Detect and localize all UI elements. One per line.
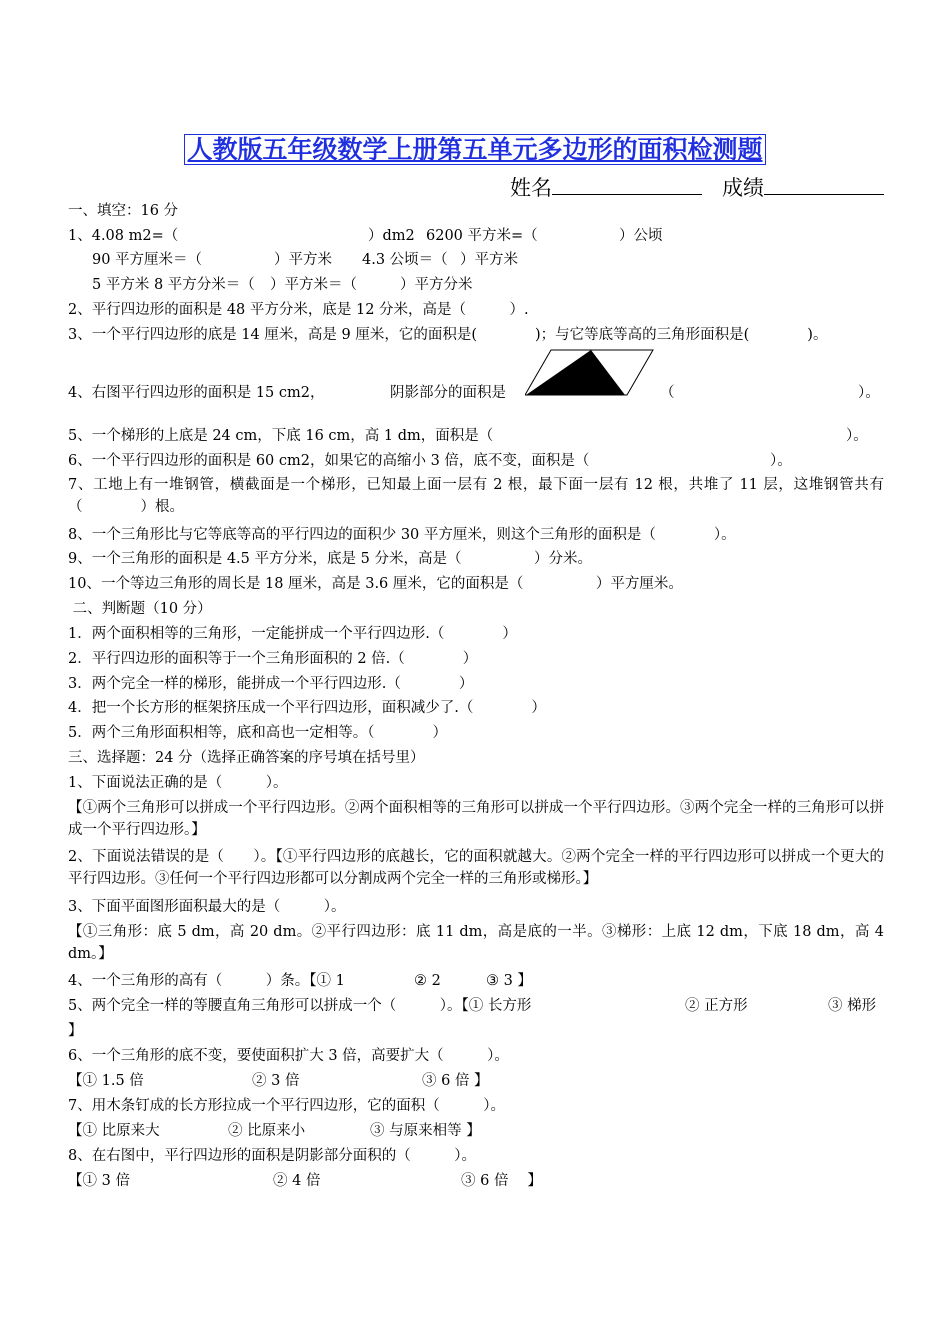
score-label: 成绩 — [722, 176, 764, 200]
question-8: 8、一个三角形比与它等底等高的平行四边的面积少 30 平方厘米，则这个三角形的面积是（ ）。 — [68, 527, 736, 543]
parallelogram-figure — [525, 349, 655, 397]
choice-5: 5、两个完全一样的等腰直角三角形可以拼成一个（ ）。【① 长方形 ② 正方形 ③ 梯形 — [68, 998, 877, 1014]
section3-heading: 三、选择题：24 分（选择正确答案的序号填在括号里） — [68, 750, 425, 766]
judge-item-3: 3．两个完全一样的梯形，能拼成一个平行四边形.（ ） — [68, 676, 474, 692]
section2-heading: 二、判断题（10 分） — [68, 601, 212, 617]
choice-4: 4、一个三角形的高有（ ）条。【① 1 ② 2 ③ 3 】 — [68, 973, 532, 989]
question-5: 5、一个梯形的上底是 24 cm，下底 16 cm，高 1 dm，面积是（ ）。 — [68, 428, 868, 444]
question-2: 2、平行四边形的面积是 48 平方分米，底是 12 分米，高是（ ）. — [68, 302, 529, 318]
name-blank[interactable] — [552, 174, 702, 195]
choice-1-options: 【①两个三角形可以拼成一个平行四边形。②两个面积相等的三角形可以拼成一个平行四边形。③两个完全一样的三角形可以拼成一个平行四边形。】 — [68, 800, 884, 838]
choice-3: 3、下面平面图形面积最大的是（ ）。 — [68, 899, 346, 915]
name-label: 姓名 — [509, 176, 552, 200]
judge-item-5: 5．两个三角形面积相等，底和高也一定相等。（ ） — [68, 725, 447, 741]
score-blank[interactable] — [764, 174, 884, 195]
question-1-line1: 1、4.08 m2=（ ）dm2 6200 平方米=（ ）公顷 — [68, 228, 663, 244]
question-4: 4、右图平行四边形的面积是 15 cm2， 阴影部分的面积是 （ ）。 — [68, 385, 880, 401]
choice-7-options: 【① 比原来大 ② 比原来小 ③ 与原来相等 】 — [68, 1123, 481, 1139]
question-7: 7、工地上有一堆钢管，横截面是一个梯形，已知最上面一层有 2 根，最下面一层有 12 根，共堆了 11 层，这堆钢管共有（ ）根。 — [68, 477, 884, 515]
page-title: 人教版五年级数学上册第五单元多边形的面积检测题 — [0, 134, 950, 166]
judge-item-4: 4．把一个长方形的框架挤压成一个平行四边形，面积减少了.（ ） — [68, 700, 546, 716]
judge-item-1: 1．两个面积相等的三角形，一定能拼成一个平行四边形.（ ） — [68, 626, 517, 642]
question-3: 3、一个平行四边形的底是 14 厘米，高是 9 厘米，它的面积是( )；与它等底等高的三角形面积是( )。 — [68, 327, 828, 343]
choice-1: 1、下面说法正确的是（ ）。 — [68, 775, 288, 791]
choice-5-end: 】 — [68, 1023, 83, 1039]
question-1-line2: 90 平方厘米＝（ ）平方米 4.3 公顷＝（ ）平方米 — [92, 252, 518, 268]
choice-2: 2、下面说法错误的是（ ）。【①平行四边形的底越长，它的面积就越大。②两个完全一样的平行四边形可以拼成一个更大的平行四边形。③任何一个平行四边形都可以分割成两个完全一样的三角形或梯形。】 — [68, 849, 884, 887]
question-10: 10、一个等边三角形的周长是 18 厘米，高是 3.6 厘米，它的面积是（ ）平方厘米。 — [68, 576, 683, 592]
choice-8: 8、在右图中，平行四边形的面积是阴影部分面积的（ ）。 — [68, 1148, 476, 1164]
question-1-line3: 5 平方米 8 平方分米＝（ ）平方米＝（ ）平方分米 — [92, 277, 473, 293]
question-6: 6、一个平行四边形的面积是 60 cm2，如果它的高缩小 3 倍，底不变，面积是（ ）。 — [68, 453, 792, 469]
choice-7: 7、用木条钉成的长方形拉成一个平行四边形，它的面积（ ）。 — [68, 1098, 505, 1114]
choice-8-options: 【① 3 倍 ② 4 倍 ③ 6 倍 】 — [68, 1173, 543, 1189]
name-score-row — [0, 174, 884, 202]
question-9: 9、一个三角形的面积是 4.5 平方分米，底是 5 分米，高是（ ）分米。 — [68, 551, 592, 567]
section1-heading: 一、填空：16 分 — [68, 203, 179, 219]
choice-6-options: 【① 1.5 倍 ② 3 倍 ③ 6 倍 】 — [68, 1073, 489, 1089]
choice-6: 6、一个三角形的底不变，要使面积扩大 3 倍，高要扩大（ ）。 — [68, 1048, 509, 1064]
judge-item-2: 2．平行四边形的面积等于一个三角形面积的 2 倍.（ ） — [68, 651, 478, 667]
choice-3-options: 【①三角形：底 5 dm，高 20 dm。②平行四边形：底 11 dm，高是底的一半。③梯形：上底 12 dm，下底 18 dm，高 4 dm。】 — [68, 924, 884, 962]
